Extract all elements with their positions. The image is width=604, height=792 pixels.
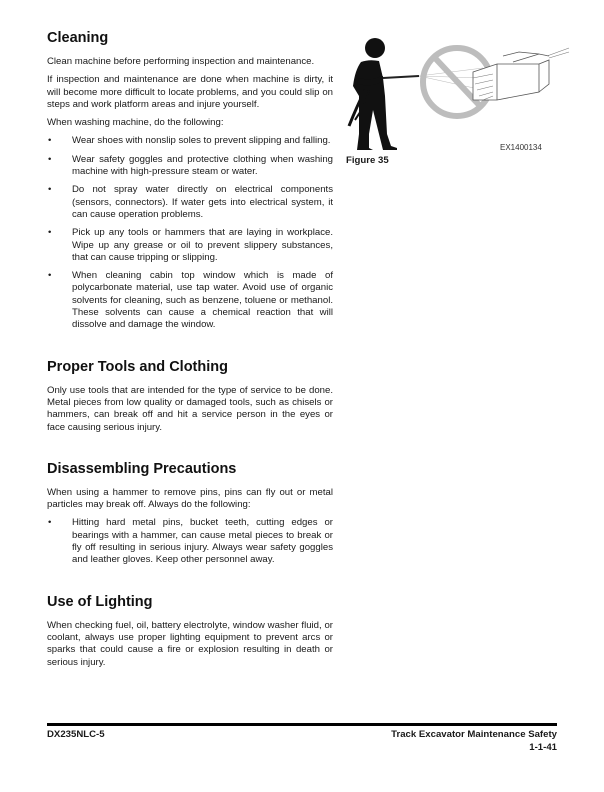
list-item: • When cleaning cabin top window which is made of polycarbonate material, use tap water. Avoid use of organic solvents for cleaning, such as benzene, toluene or methanol. These solvents can cause a chemical reaction that will dissolve and damage the window.	[48, 270, 333, 331]
section-proper-tools	[47, 358, 333, 434]
heading-proper-tools: Proper Tools and Clothing	[47, 358, 228, 375]
main-column	[47, 29, 333, 687]
footer-section-title: Track Excavator Maintenance Safety	[391, 729, 557, 740]
heading-cleaning: Cleaning	[47, 30, 109, 46]
heading-disassembling: Disassembling Precautions	[47, 460, 237, 477]
list-item: • Hitting hard metal pins, bucket teeth, cutting edges or bearings with a hammer, can cause metal pieces to break or fly off resulting in serious injury. Always wear safety goggles and leather gloves. Keep other personnel away.	[48, 517, 333, 566]
bullet-icon: •	[48, 135, 52, 147]
bullet-icon: •	[48, 270, 52, 282]
heading-lighting: Use of Lighting	[47, 593, 153, 610]
figure-id: EX1400134	[500, 143, 542, 152]
list-item: • Wear shoes with nonslip soles to prevent slipping and falling.	[48, 135, 331, 147]
bullet-icon: •	[48, 184, 52, 196]
paragraph: When using a hammer to remove pins, pins can fly out or metal particles may break off. Always do the following:	[47, 486, 333, 511]
list-item: • Wear safety goggles and protective clothing when washing machine with high-pressure steam or water.	[48, 153, 333, 178]
no-spray-electrical-connector-icon	[343, 34, 579, 164]
paragraph: Only use tools that are intended for the type of service to be done. Metal pieces from low quality or damaged tools, such as chisels or hammers, can break off and hit a service person in the eyes or face causing serious injury.	[47, 384, 333, 433]
page-number: 1-1-41	[529, 741, 557, 753]
bullet-icon: •	[48, 153, 52, 165]
paragraph: When checking fuel, oil, battery electrolyte, window washer fluid, or coolant, always use proper lighting equipment to prevent arcs or sparks that could cause a fire or explosion resulting in death or serious injury.	[47, 619, 333, 668]
section-lighting	[47, 593, 333, 669]
figure-35-illustration	[343, 34, 579, 164]
bullet-icon: •	[48, 227, 52, 239]
footer-right	[391, 729, 557, 754]
section-cleaning	[47, 29, 333, 332]
section-disassembling	[47, 460, 333, 567]
paragraph: When washing machine, do the following:	[47, 117, 224, 129]
list-item: • Pick up any tools or hammers that are laying in workplace. Wipe up any grease or oil to prevent slippery substances, that can cause tripping or slipping.	[48, 227, 333, 263]
bullet-list	[47, 517, 333, 566]
footer-divider	[47, 723, 557, 726]
paragraph: Clean machine before performing inspection and maintenance.	[47, 56, 315, 67]
footer-model: DX235NLC-5	[47, 729, 105, 740]
paragraph: If inspection and maintenance are done when machine is dirty, it will become more difficult to locate problems, and you could slip on steps and work platform areas and injure yourself.	[47, 74, 333, 110]
list-item: • Do not spray water directly on electrical components (sensors, connectors). If water gets into electrical system, it can cause operation problems.	[48, 184, 333, 220]
bullet-list	[47, 135, 333, 331]
figure-caption: Figure 35	[346, 155, 389, 166]
bullet-icon: •	[48, 517, 52, 529]
